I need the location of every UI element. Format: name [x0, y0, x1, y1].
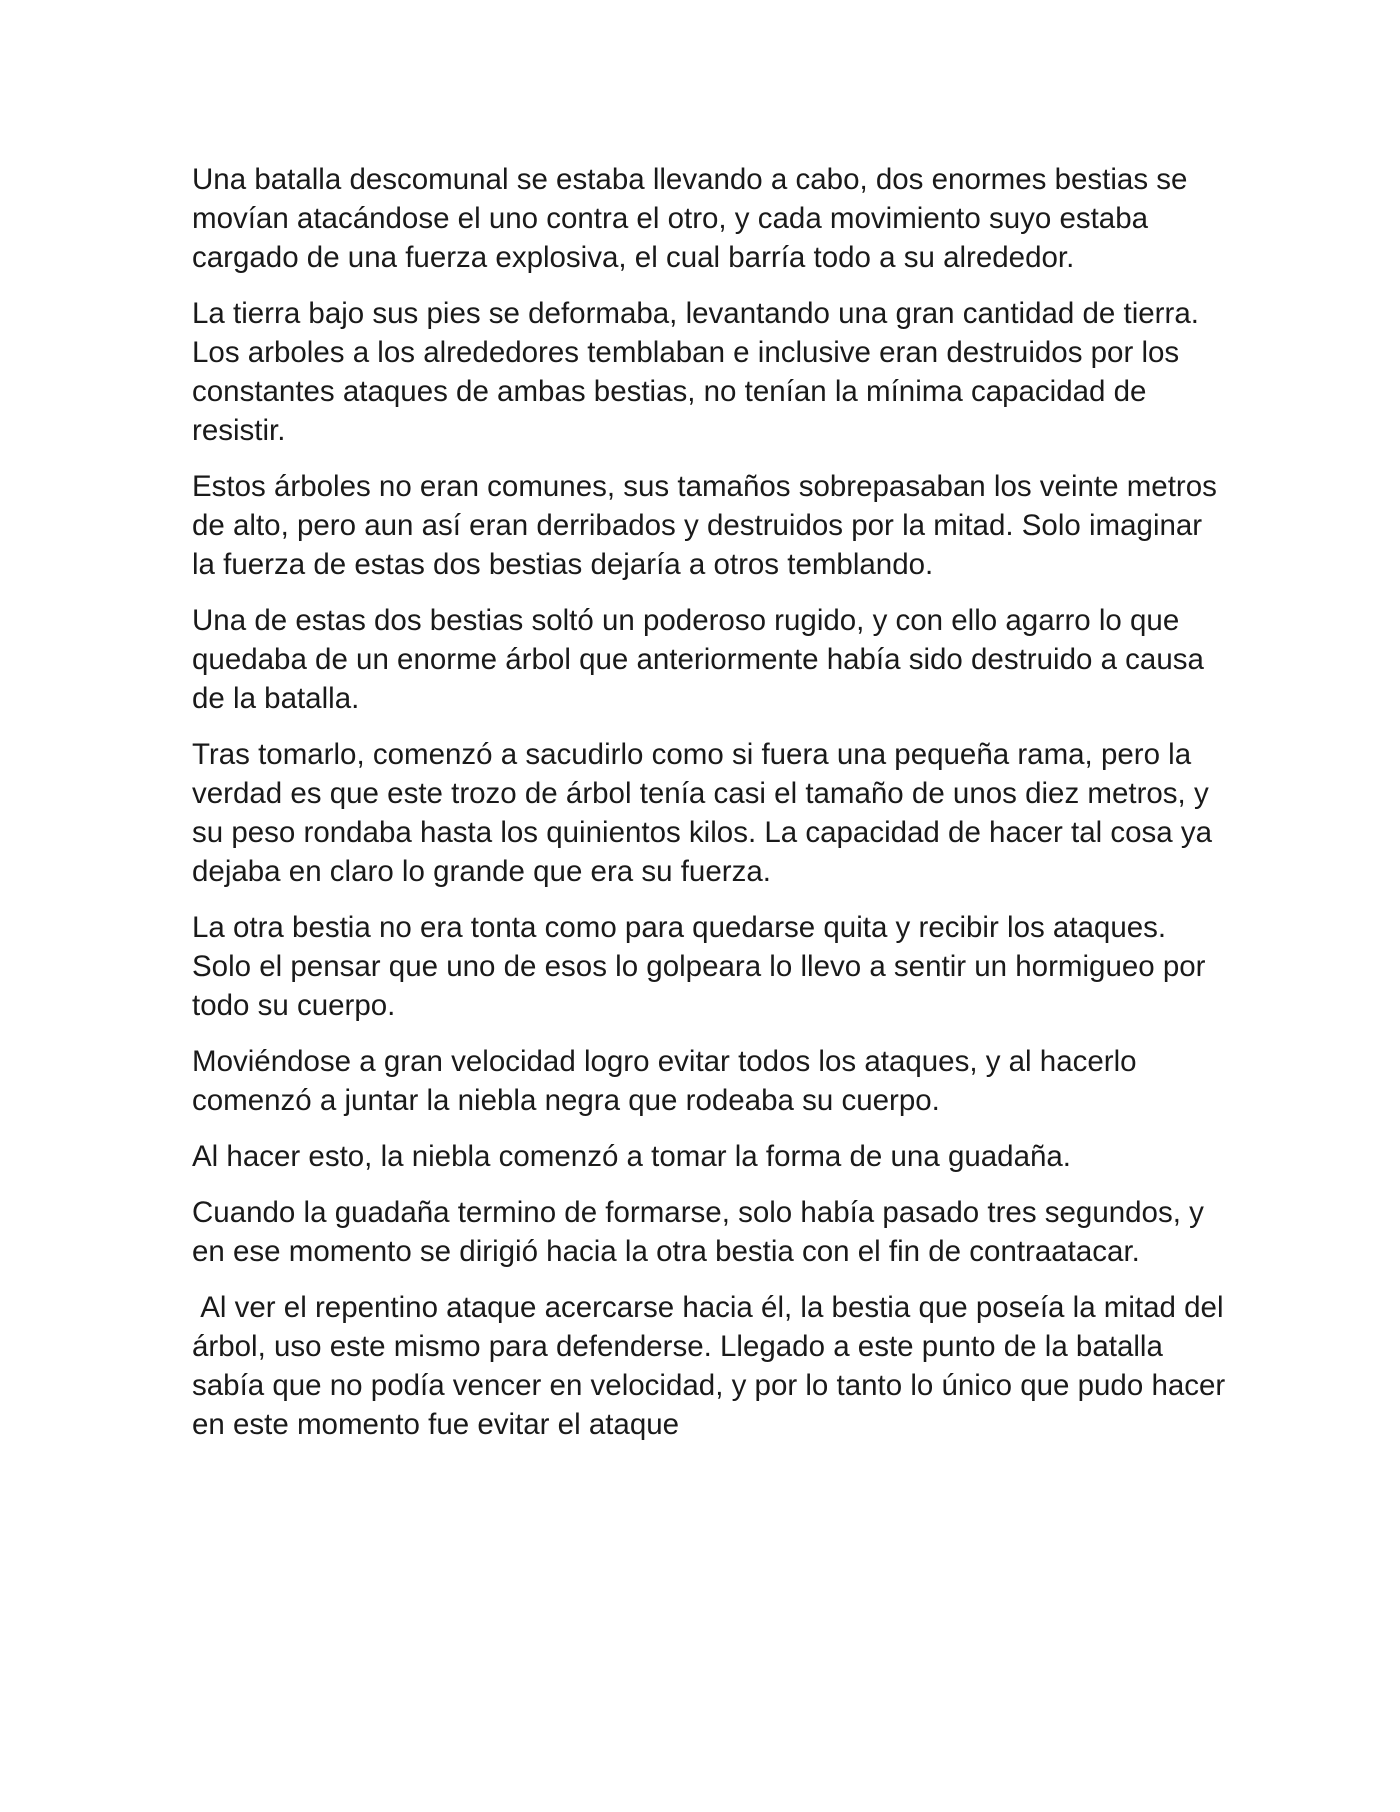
- paragraph-1: Una batalla descomunal se estaba llevando a cabo, dos enormes bestias se movían atacándose el uno contra el otro, y cada movimiento suyo estaba cargado de una fuerza explosiva, el cual barría todo a su alrededor.: [192, 163, 1196, 274]
- document-body: [192, 160, 1232, 1461]
- paragraph-3: Estos árboles no eran comunes, sus tamaños sobrepasaban los veinte metros de alto, pero aun así eran derribados y destruidos por la mitad. Solo imaginar la fuerza de estas dos bestias dejaría a otros temblando.: [192, 470, 1226, 581]
- paragraph-4: Una de estas dos bestias soltó un poderoso rugido, y con ello agarro lo que quedaba de un enorme árbol que anteriormente había sido destruido a causa de la batalla.: [192, 604, 1213, 715]
- paragraph-8: Al hacer esto, la niebla comenzó a tomar la forma de una guadaña.: [192, 1140, 1071, 1173]
- paragraph-9: Cuando la guadaña termino de formarse, solo había pasado tres segundos, y en ese momento se dirigió hacia la otra bestia con el fin de contraatacar.: [192, 1196, 1213, 1268]
- paragraph-2: La tierra bajo sus pies se deformaba, levantando una gran cantidad de tierra. Los arboles a los alrededores temblaban e inclusive eran destruidos por los constantes ataques de ambas bestias, no tenían la mínima capacidad de resistir.: [192, 297, 1208, 447]
- paragraph-6: La otra bestia no era tonta como para quedarse quita y recibir los ataques. Solo el pensar que uno de esos lo golpeara lo llevo a sentir un hormigueo por todo su cuerpo.: [192, 911, 1214, 1022]
- paragraph-7: Moviéndose a gran velocidad logro evitar todos los ataques, y al hacerlo comenzó a juntar la niebla negra que rodeaba su cuerpo.: [192, 1045, 1145, 1117]
- paragraph-5: Tras tomarlo, comenzó a sacudirlo como si fuera una pequeña rama, pero la verdad es que este trozo de árbol tenía casi el tamaño de unos diez metros, y su peso rondaba hasta los quinientos kilos. La capacidad de hacer tal cosa ya dejaba en claro lo grande que era su fuerza.: [192, 738, 1221, 888]
- paragraph-10: Al ver el repentino ataque acercarse hacia él, la bestia que poseía la mitad del árbol, uso este mismo para defenderse. Llegado a este punto de la batalla sabía que no podía vencer en velocidad, y por lo tanto lo único que pudo hacer en este momento fue evitar el ataque: [192, 1291, 1234, 1441]
